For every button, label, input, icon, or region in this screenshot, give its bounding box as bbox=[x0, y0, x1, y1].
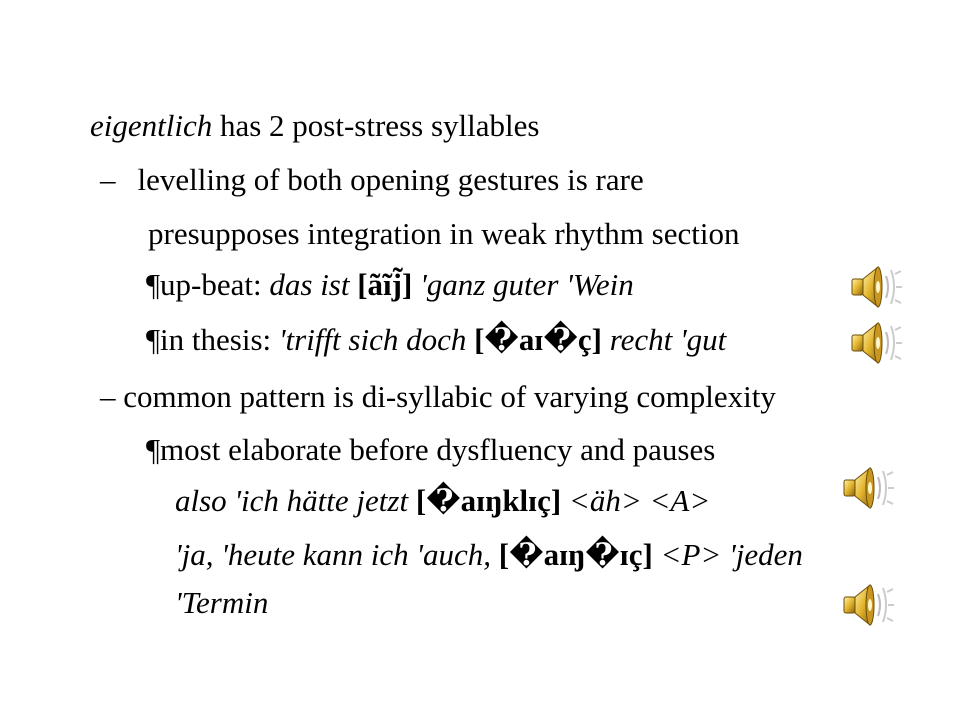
line-common-pattern bbox=[100, 379, 776, 415]
pilcrow-bullet: ¶ bbox=[146, 322, 161, 357]
termin-text: 'Termin bbox=[175, 585, 269, 620]
thesis-label: in thesis: bbox=[160, 322, 279, 357]
pilcrow-bullet: ¶ bbox=[146, 432, 161, 467]
line-ja-heute bbox=[175, 537, 803, 573]
line-common-pattern-text: – common pattern is di-syllabic of varying complexity bbox=[100, 379, 776, 414]
also-example-pre: also 'ich hätte jetzt bbox=[175, 483, 416, 518]
upbeat-example-post: 'ganz guter 'Wein bbox=[412, 267, 634, 302]
line-termin bbox=[175, 585, 268, 621]
line-also-ich bbox=[175, 483, 710, 519]
thesis-ipa: [�aɪ�ç] bbox=[474, 322, 602, 357]
also-ipa: [�aɪŋklɪç] bbox=[415, 483, 562, 518]
speaker-sound-icon[interactable] bbox=[848, 318, 904, 368]
line-upbeat bbox=[146, 267, 634, 303]
also-example-post: <äh> <A> bbox=[561, 483, 711, 518]
ja-ipa: [�aɪŋ�ɪç] bbox=[498, 537, 653, 572]
upbeat-ipa: [ãĩj̃] bbox=[357, 267, 413, 302]
speaker-sound-icon[interactable] bbox=[840, 580, 896, 630]
term-eigentlich: eigentlich bbox=[90, 108, 213, 143]
line-most-elaborate bbox=[146, 432, 715, 468]
line-levelling-text: levelling of both opening gestures is rare bbox=[137, 162, 644, 197]
line-thesis bbox=[146, 322, 726, 358]
speaker-sound-icon[interactable] bbox=[840, 463, 896, 513]
upbeat-label: up-beat: bbox=[160, 267, 270, 302]
thesis-example-post: recht 'gut bbox=[601, 322, 727, 357]
pilcrow-bullet: ¶ bbox=[146, 267, 161, 302]
line-eigentlich bbox=[90, 108, 539, 144]
line-most-elaborate-text: most elaborate before dysfluency and pauses bbox=[160, 432, 716, 467]
speaker-sound-icon[interactable] bbox=[848, 262, 904, 312]
upbeat-example-pre: das ist bbox=[269, 267, 358, 302]
thesis-example-pre: 'trifft sich doch bbox=[278, 322, 475, 357]
line-eigentlich-text: has 2 post-stress syllables bbox=[212, 108, 540, 143]
line-presupposes bbox=[148, 216, 739, 252]
line-presupposes-text: presupposes integration in weak rhythm section bbox=[148, 216, 740, 251]
ja-example-post: <P> 'jeden bbox=[652, 537, 803, 572]
dash-bullet: – bbox=[100, 162, 116, 197]
line-levelling bbox=[100, 162, 644, 198]
ja-example-pre: 'ja, 'heute kann ich 'auch, bbox=[175, 537, 499, 572]
